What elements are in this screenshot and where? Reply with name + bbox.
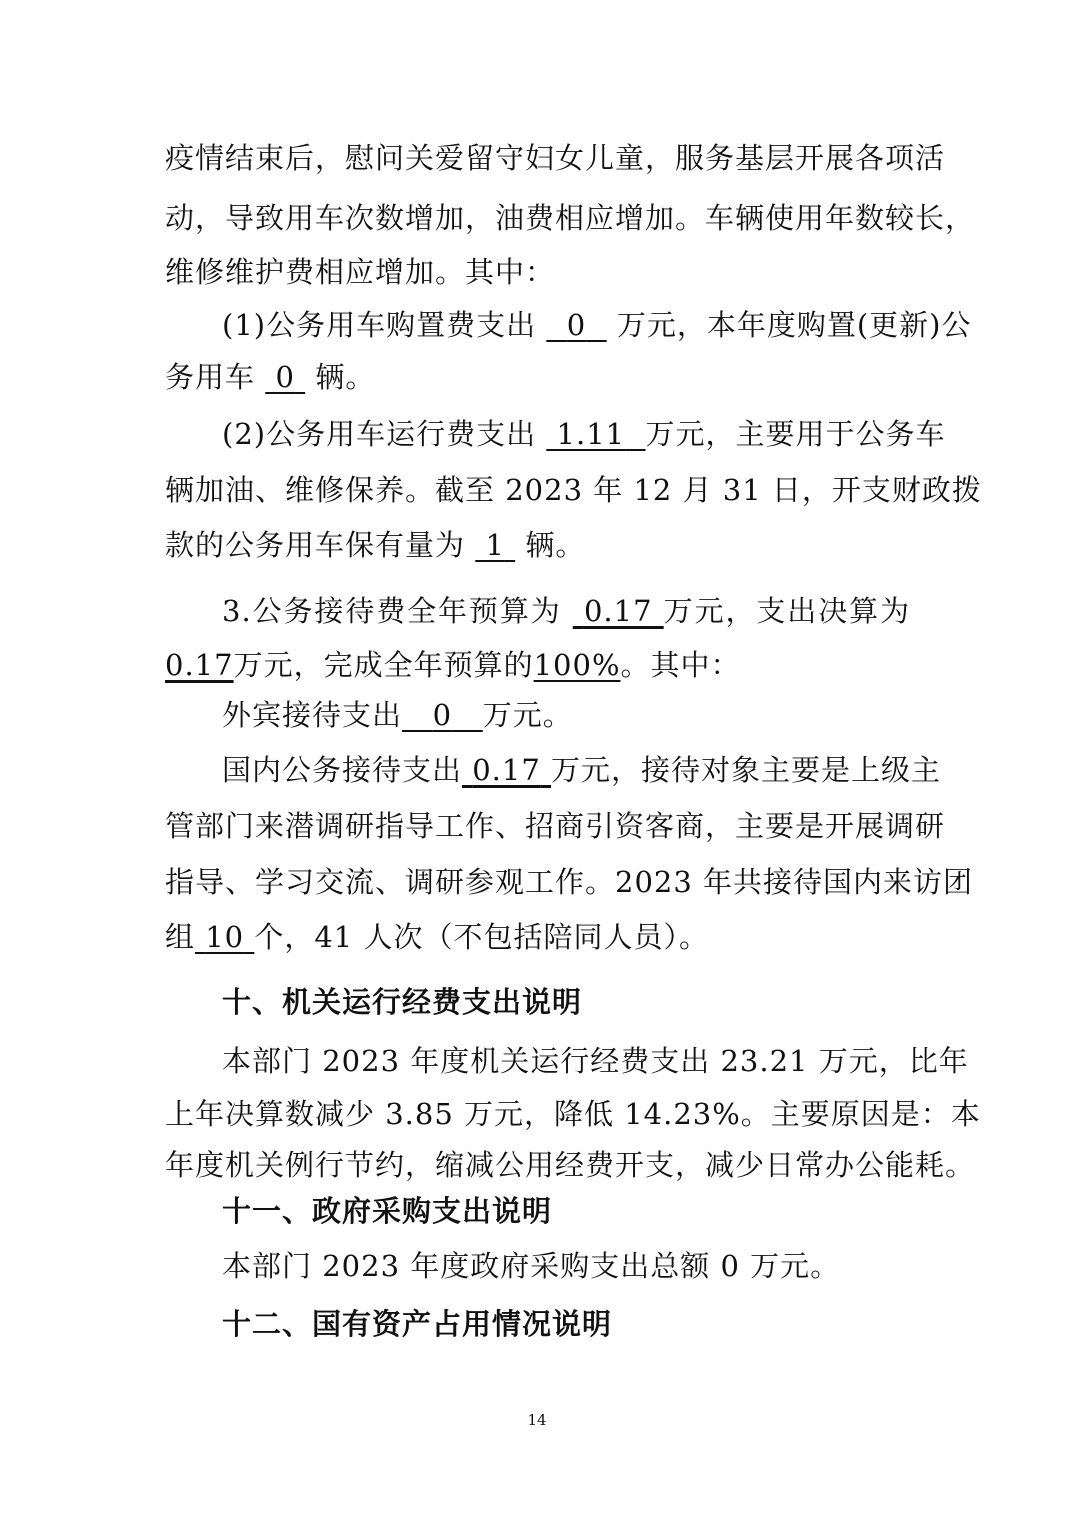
reception-budget-label: 3.公务接待费全年预算为 (222, 594, 562, 628)
reception-actual-label: 万元，支出决算为 (663, 594, 911, 628)
operation-car-unit: 辆。 (525, 528, 586, 562)
operation-count-label: 款的公务用车保有量为 (165, 528, 466, 562)
groups-count: 10 (205, 920, 245, 954)
operation-line-2: 辆加油、维修保养。截至 2023 年 12 月 31 日，开支财政拨 (165, 473, 982, 507)
reception-rate-label: 万元，完成全年预算的 (233, 648, 534, 682)
purchase-label: (1)公务用车购置费支出 (222, 308, 537, 342)
operation-car-count: 1 (485, 528, 505, 562)
operation-text: 万元，主要用于公务车 (645, 417, 946, 451)
reception-actual: 0.17 (165, 648, 234, 682)
foreign-reception-line (222, 695, 910, 735)
foreign-reception-label: 外宾接待支出 (222, 698, 403, 732)
domestic-reception-line-2: 管部门来潜调研指导工作、招商引资客商，主要是开展调研 (165, 809, 946, 843)
groups-text: 个，41 人次（不包括陪同人员）。 (254, 920, 709, 954)
vehicle-intro-line-1: 疫情结束后，慰问关爱留守妇女儿童，服务基层开展各项活 (165, 141, 946, 175)
operation-line-1 (222, 414, 946, 454)
operation-label: (2)公务用车运行费支出 (222, 417, 537, 451)
vehicle-intro-line-2: 动，导致用车次数增加，油费相应增加。车辆使用年数较长， (165, 201, 976, 235)
operation-line-3 (165, 525, 910, 565)
domestic-reception-amount: 0.17 (472, 753, 541, 787)
vehicle-intro-line-3: 维修维护费相应增加。其中： (165, 255, 556, 289)
domestic-reception-line-4 (165, 917, 910, 957)
reception-budget: 0.17 (583, 594, 653, 628)
purchase-car-count: 0 (275, 360, 295, 394)
reception-line-2 (165, 645, 910, 685)
domestic-reception-text: 万元，接待对象主要是上级主 (551, 753, 942, 787)
section-10-line-2: 上年决算数减少 3.85 万元，降低 14.23%。主要原因是：本 (165, 1097, 981, 1131)
page-number: 14 (527, 1411, 547, 1429)
purchase-line-1 (222, 305, 972, 345)
reception-rate-suffix: 。其中： (620, 648, 741, 682)
domestic-reception-line-1 (222, 750, 942, 790)
domestic-reception-label: 国内公务接待支出 (222, 753, 463, 787)
reception-rate: 100% (533, 648, 621, 682)
section-12-heading: 十二、国有资产占用情况说明 (222, 1307, 613, 1341)
section-10-line-1: 本部门 2023 年度机关运行经费支出 23.21 万元，比年 (222, 1044, 969, 1078)
purchase-amount: 0 (566, 308, 587, 342)
section-11-heading: 十一、政府采购支出说明 (222, 1194, 553, 1228)
groups-label: 组 (165, 920, 196, 954)
section-10-line-3: 年度机关例行节约，缩减公用经费开支，减少日常办公能耗。 (165, 1148, 976, 1182)
section-11-line-1: 本部门 2023 年度政府采购支出总额 0 万元。 (222, 1249, 841, 1283)
purchase-line-2 (165, 357, 910, 397)
purchase-car-unit: 辆。 (315, 360, 376, 394)
foreign-reception-unit: 万元。 (482, 698, 573, 732)
domestic-reception-line-3: 指导、学习交流、调研参观工作。2023 年共接待国内来访团 (165, 865, 974, 899)
purchase-text: 万元，本年度购置(更新)公 (616, 308, 972, 342)
purchase-car-label: 务用车 (165, 360, 256, 394)
foreign-reception-amount: 0 (432, 698, 453, 732)
operation-amount: 1.11 (556, 417, 626, 451)
section-10-heading: 十、机关运行经费支出说明 (222, 985, 583, 1019)
reception-line-1 (222, 591, 910, 631)
